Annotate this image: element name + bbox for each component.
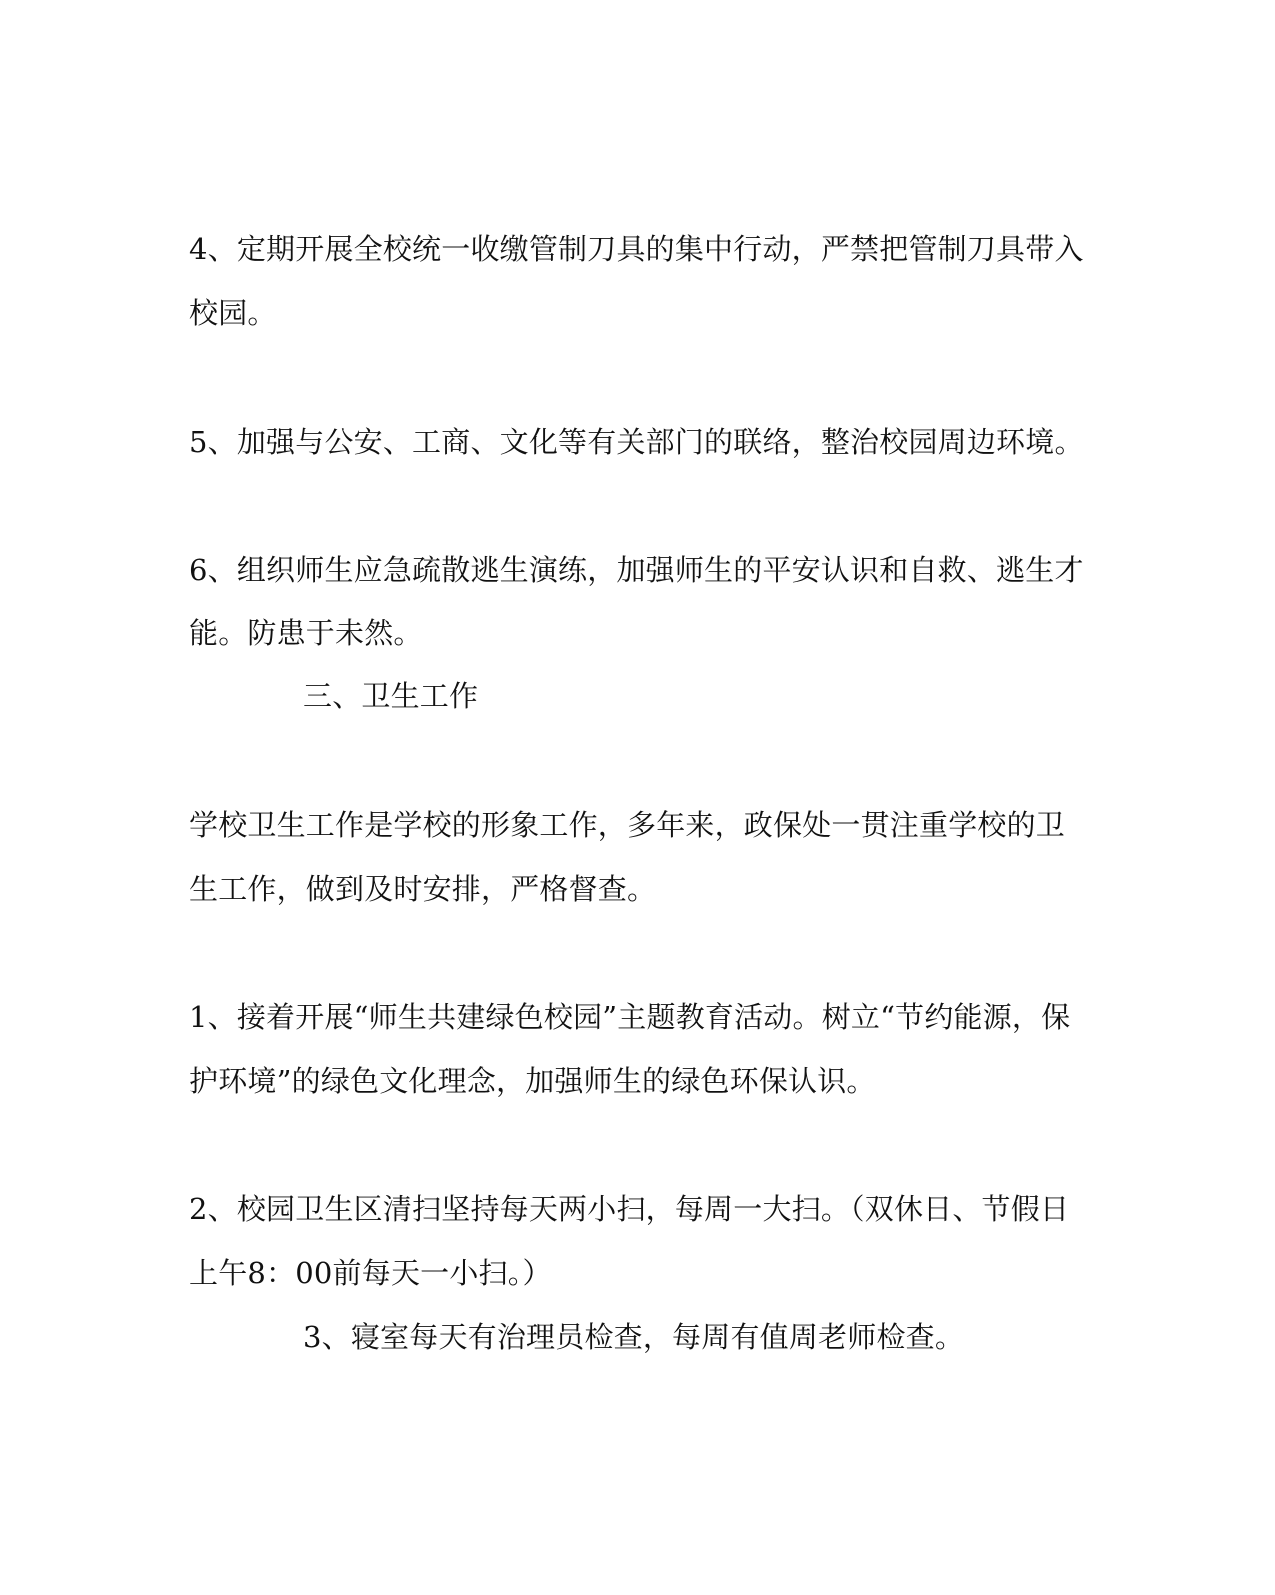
paragraph-line: 护环境”的绿色文化理念，加强师生的绿色环保认识。 bbox=[189, 1064, 876, 1098]
paragraph-line: 4、定期开展全校统一收缴管制刀具的集中行动，严禁把管制刀具带入 bbox=[189, 232, 1084, 266]
paragraph-line: 上午8：00前每天一小扫。） bbox=[189, 1256, 552, 1290]
paragraph-line: 1、接着开展“师生共建绿色校园”主题教育活动。树立“节约能源，保 bbox=[189, 1000, 1071, 1034]
paragraph-line: 生工作，做到及时安排，严格督查。 bbox=[189, 872, 657, 906]
paragraph-line: 2、校园卫生区清扫坚持每天两小扫，每周一大扫。（双休日、节假日 bbox=[189, 1192, 1070, 1226]
paragraph-line: 6、组织师生应急疏散逃生演练，加强师生的平安认识和自救、逃生才 bbox=[189, 553, 1084, 587]
paragraph-line: 校园。 bbox=[189, 296, 277, 330]
paragraph-line: 3、寝室每天有治理员检查，每周有值周老师检查。 bbox=[303, 1320, 965, 1354]
paragraph-line: 学校卫生工作是学校的形象工作，多年来，政保处一贯注重学校的卫 bbox=[189, 808, 1066, 842]
section-heading: 三、卫生工作 bbox=[303, 679, 479, 713]
paragraph-line: 能。防患于未然。 bbox=[189, 616, 423, 650]
paragraph-line: 5、加强与公安、工商、文化等有关部门的联络，整治校园周边环境。 bbox=[189, 425, 1084, 459]
